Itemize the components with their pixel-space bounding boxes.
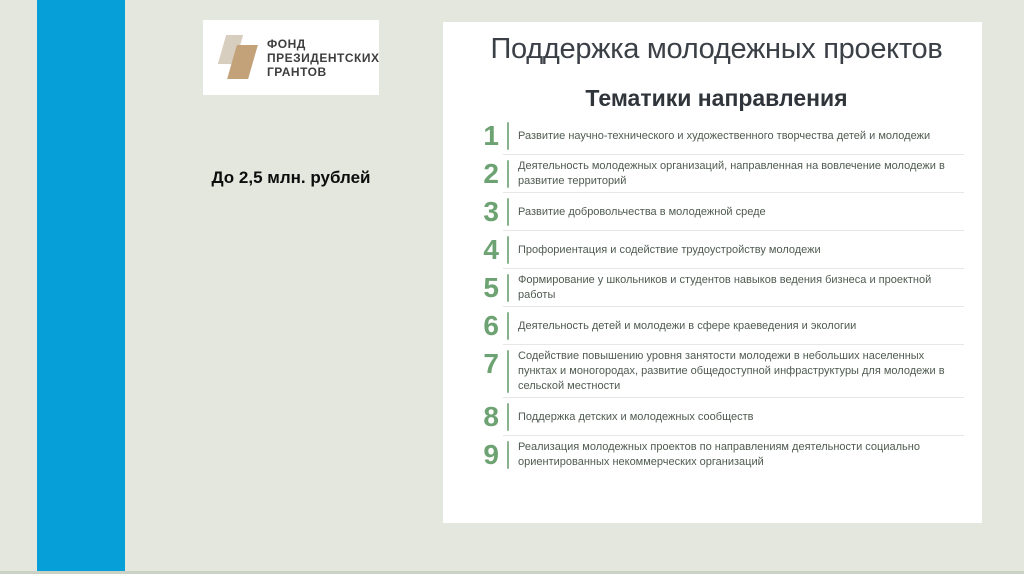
topic-divider-tick (507, 122, 509, 150)
logo-line-1: ФОНД (267, 36, 306, 51)
logo-card (203, 20, 379, 95)
topic-row (469, 155, 964, 193)
topic-divider-tick (507, 198, 509, 226)
topic-divider-tick (507, 403, 509, 431)
topic-divider-tick (507, 350, 509, 393)
topic-text: Деятельность молодежных организаций, направленная на вовлечение молодежи в развитие территорий (518, 160, 945, 187)
topic-number: 3 (483, 196, 499, 227)
grant-amount-label: До 2,5 млн. рублей (211, 168, 371, 187)
topic-text: Реализация молодежных проектов по направлениям деятельности социально ориентированных некоммерческих организаций (518, 441, 920, 468)
topic-number: 7 (483, 348, 499, 379)
topic-row (469, 398, 964, 436)
topic-divider-tick (507, 236, 509, 264)
topic-number: 1 (483, 120, 499, 151)
topic-number: 6 (483, 310, 499, 341)
topic-text: Развитие научно-технического и художественного творчества детей и молодежи (518, 129, 931, 142)
topic-text: Формирование у школьников и студентов навыков ведения бизнеса и проектной работы (518, 274, 932, 301)
topics-list (469, 117, 964, 474)
topic-number: 5 (483, 272, 499, 303)
topic-row (469, 193, 964, 231)
logo-line-3: ГРАНТОВ (267, 64, 327, 79)
topic-divider-tick (507, 274, 509, 302)
topic-row (469, 269, 964, 307)
topic-number: 2 (483, 158, 499, 189)
topic-row (469, 436, 964, 474)
topic-divider-tick (507, 312, 509, 340)
left-accent-bar (37, 0, 125, 571)
topic-row (469, 231, 964, 269)
content-card (443, 22, 982, 523)
logo-text (267, 37, 379, 79)
topic-row (469, 345, 964, 398)
topic-text: Профориентация и содействие трудоустройству молодежи (518, 243, 821, 256)
topic-number: 4 (483, 234, 499, 265)
presidential-grants-fund-logo-icon (219, 35, 257, 81)
topic-text: Деятельность детей и молодежи в сфере краеведения и экологии (518, 319, 857, 332)
card-title: Поддержка молодежных проектов (490, 33, 943, 65)
topic-text: Поддержка детских и молодежных сообществ (518, 410, 754, 423)
topic-number: 8 (483, 401, 499, 432)
topic-row (469, 117, 964, 155)
topic-text: Содействие повышению уровня занятости молодежи в небольших населенных пунктах и моногородах, развитие общедоступной инфраструктуры для молодежи в сельской местности (518, 350, 945, 392)
topic-divider-tick (507, 160, 509, 188)
logo-line-2: ПРЕЗИДЕНТСКИХ (267, 50, 380, 65)
topic-number: 9 (483, 439, 499, 470)
topic-divider-tick (507, 441, 509, 469)
topic-row (469, 307, 964, 345)
card-subtitle: Тематики направления (585, 85, 848, 111)
topic-text: Развитие добровольчества в молодежной среде (518, 205, 766, 218)
